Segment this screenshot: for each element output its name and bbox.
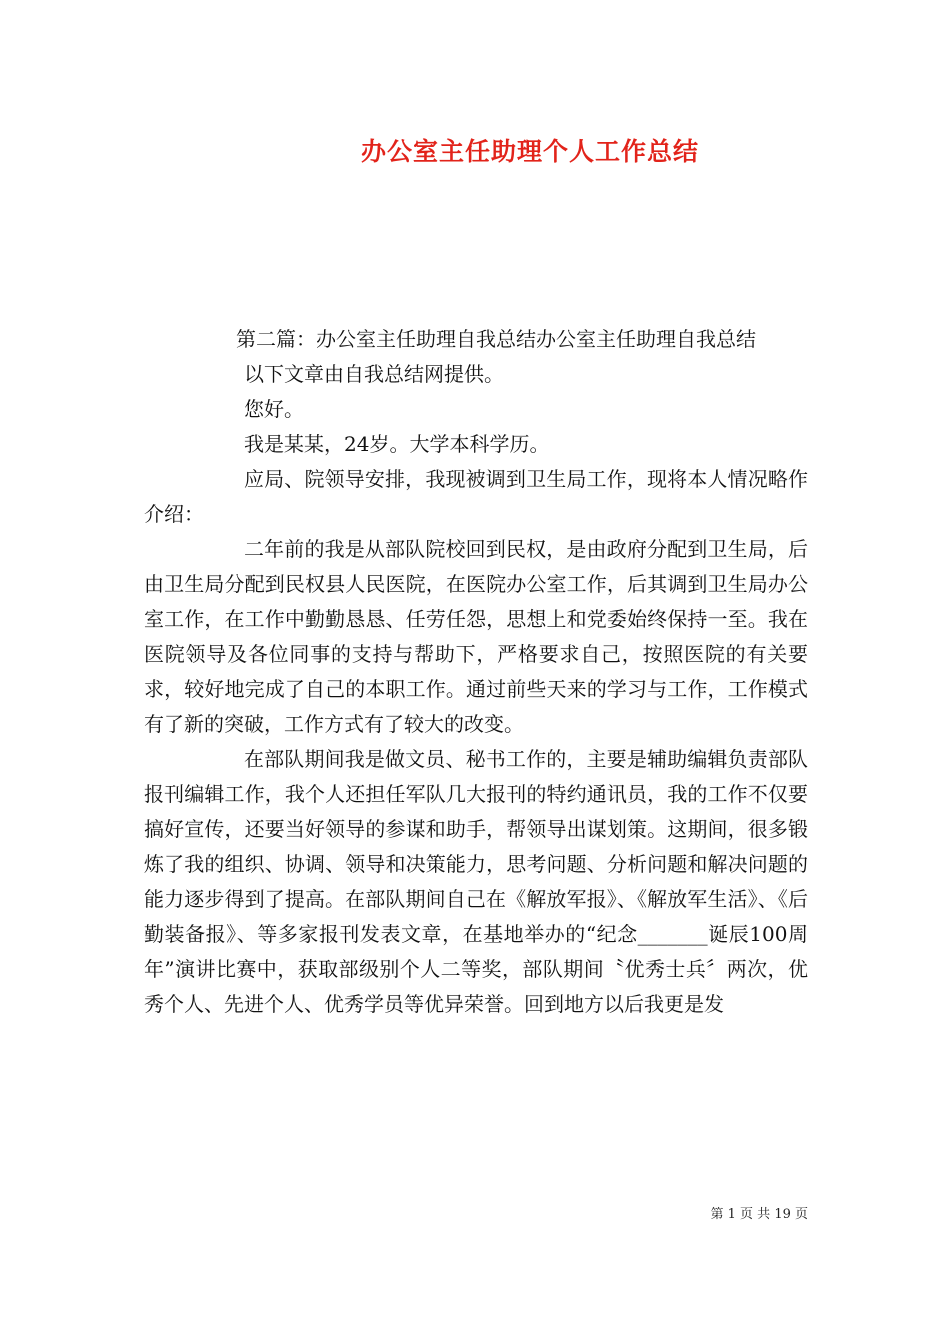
paragraph-section-heading: 第二篇：办公室主任助理自我总结办公室主任助理自我总结: [236, 327, 756, 351]
paragraph-source: 以下文章由自我总结网提供。: [244, 362, 504, 386]
document-title: 办公室主任助理个人工作总结: [360, 137, 699, 166]
paragraph-assignment: 应局、院领导安排，我现被调到卫生局工作，现将本人情况略作介绍：: [144, 467, 808, 526]
paragraph-army-service: 在部队期间我是做文员、秘书工作的，主要是辅助编辑负责部队报刊编辑工作，我个人还担任军队几大报刊的特约通讯员，我的工作不仅要搞好宣传，还要当好领导的参谋和助手，帮领导出谋划策。这期间，很多锻炼了我的组织、协调、领导和决策能力，思考问题、分析问题和解决问题的能力逐步得到了提高。在部队期间自己在《解放军报》、《解放军生活》、《后勤装备报》、等多家报刊发表文章，在基地举办的“纪念_______诞辰100周年”演讲比赛中，获取部级别个人二等奖，部队期间〝优秀士兵〞两次，优秀个人、先进个人、优秀学员等优异荣誉。回到地方以后我更是发: [144, 747, 808, 1016]
paragraph-greeting: 您好。: [244, 397, 304, 421]
page-number: 第 1 页 共 19 页: [710, 1207, 808, 1222]
paragraph-history: 二年前的我是从部队院校回到民权，是由政府分配到卫生局，后由卫生局分配到民权县人民医院，在医院办公室工作，后其调到卫生局办公室工作，在工作中勤勤恳恳、任劳任怨，思想上和党委始终保持一至。我在医院领导及各位同事的支持与帮助下，严格要求自己，按照医院的有关要求，较好地完成了自己的本职工作。通过前些天来的学习与工作，工作模式有了新的突破，工作方式有了较大的改变。: [144, 537, 808, 736]
paragraph-intro: 我是某某，24岁。大学本科学历。: [244, 432, 550, 456]
document-body: [144, 322, 808, 1022]
